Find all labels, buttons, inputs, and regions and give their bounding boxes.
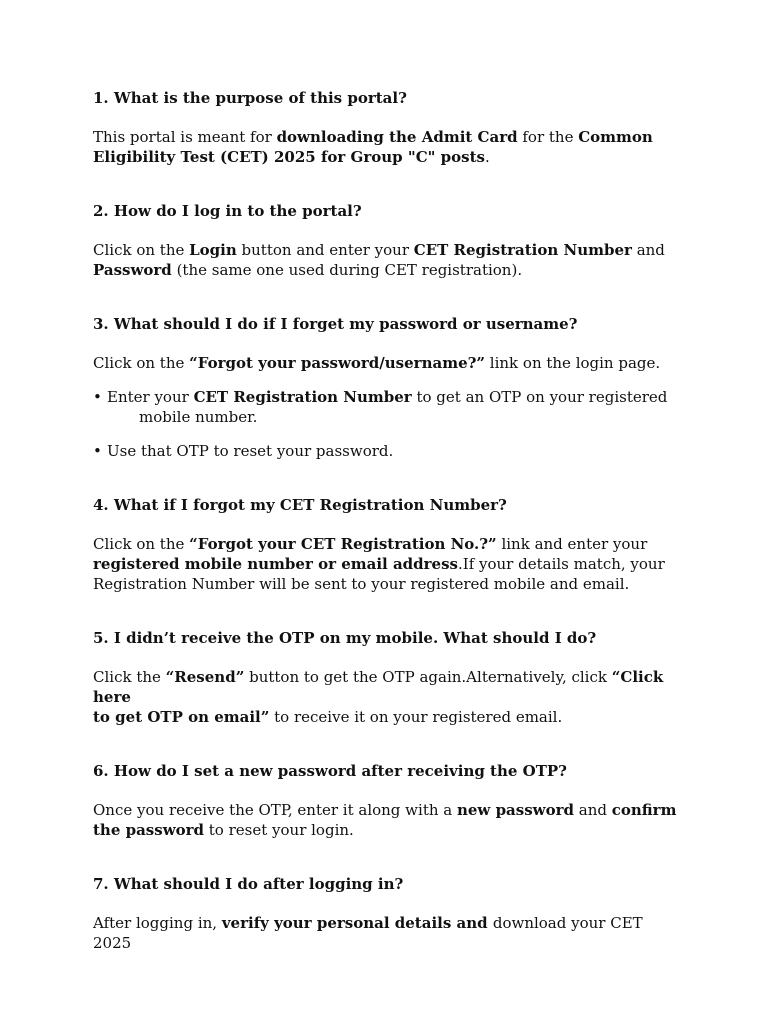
faq-question: 1. What is the purpose of this portal?: [93, 89, 407, 107]
bold-text: the password: [93, 821, 205, 839]
spacer: [93, 221, 683, 240]
bold-text: to get OTP on email”: [93, 708, 270, 726]
spacer: [93, 781, 683, 800]
text-run: Click on the: [93, 241, 190, 259]
bold-text: Login: [189, 241, 237, 259]
faq-question: 4. What if I forgot my CET Registration Number?: [93, 496, 507, 514]
spacer: [93, 280, 683, 314]
bullet-list: [93, 387, 683, 461]
faq-question: 3. What should I do if I forget my password or username?: [93, 315, 578, 333]
spacer: [93, 727, 683, 761]
bold-text: “Resend”: [165, 668, 245, 686]
bold-text: confirm: [611, 801, 677, 819]
spacer: [93, 840, 683, 874]
bold-text: verify your personal details and: [221, 914, 493, 932]
spacer: [93, 334, 683, 353]
bold-text: new password: [456, 801, 574, 819]
bold-text: “Forgot your CET Registration No.?”: [189, 535, 497, 553]
text-run: Enter your: [107, 388, 194, 406]
spacer: [93, 648, 683, 667]
spacer: [93, 167, 683, 201]
bold-text: downloading the Admit Card: [276, 128, 518, 146]
faq-question: 2. How do I log in to the portal?: [93, 202, 362, 220]
text-run: download your CET 2025: [93, 914, 643, 952]
text-run: for the: [517, 128, 579, 146]
bold-text: “Click here: [93, 668, 664, 706]
text-run: button to get the OTP again.Alternatively, click: [244, 668, 612, 686]
text-run: and: [573, 801, 612, 819]
spacer: [93, 108, 683, 127]
faq-question: 6. How do I set a new password after receiving the OTP?: [93, 762, 567, 780]
faq-answer: [93, 127, 683, 167]
text-run: This portal is meant for: [93, 128, 277, 146]
faq-answer: [93, 534, 683, 594]
bold-text: Password: [93, 261, 172, 279]
bullet-dot-icon: •: [93, 442, 102, 460]
bullet-item: [93, 441, 683, 461]
bold-text: CET Registration Number: [413, 241, 632, 259]
text-run: and: [631, 241, 665, 259]
spacer: [93, 894, 683, 913]
spacer: [93, 427, 683, 441]
text-run: link and enter your: [496, 535, 648, 553]
faq-answer: [93, 800, 683, 840]
text-run: Once you receive the OTP, enter it along with a: [93, 801, 457, 819]
text-run: link on the login page.: [485, 354, 661, 372]
bold-text: registered mobile number or email address: [93, 555, 458, 573]
faq-answer: [93, 667, 683, 727]
text-run: After logging in,: [93, 914, 222, 932]
text-run: to reset your login.: [204, 821, 354, 839]
faq-question: 7. What should I do after logging in?: [93, 875, 404, 893]
faq-document: [93, 88, 683, 953]
text-run: button and enter your: [236, 241, 414, 259]
text-run: Click on the: [93, 354, 190, 372]
bullet-dot-icon: •: [93, 388, 102, 406]
text-run: Click the: [93, 668, 166, 686]
text-run: .: [485, 148, 490, 166]
spacer: [93, 515, 683, 534]
bullet-continuation: mobile number.: [139, 408, 258, 426]
text-run: to get an OTP on your registered: [411, 388, 668, 406]
spacer: [93, 461, 683, 495]
spacer: [93, 373, 683, 387]
bullet-line: [107, 442, 393, 460]
bullet-item: [93, 387, 683, 427]
text-run: to receive it on your registered email.: [269, 708, 563, 726]
faq-answer: [93, 913, 683, 953]
bold-text: Common Eligibility Test (CET) 2025 for Group "C" posts: [93, 128, 653, 166]
faq-question: 5. I didn’t receive the OTP on my mobile. What should I do?: [93, 629, 597, 647]
text-run: Click on the: [93, 535, 190, 553]
bold-text: CET Registration Number: [193, 388, 412, 406]
spacer: [93, 594, 683, 628]
text-run: (the same one used during CET registration).: [171, 261, 523, 279]
bold-text: “Forgot your password/username?”: [189, 354, 486, 372]
text-run: Use that OTP to reset your password.: [107, 442, 394, 460]
text-run: Registration Number will be sent to your registered mobile and email.: [93, 575, 630, 593]
text-run: .If your details match, your: [458, 555, 665, 573]
faq-answer: [93, 353, 683, 373]
bullet-line: [107, 388, 667, 406]
faq-answer: [93, 240, 683, 280]
